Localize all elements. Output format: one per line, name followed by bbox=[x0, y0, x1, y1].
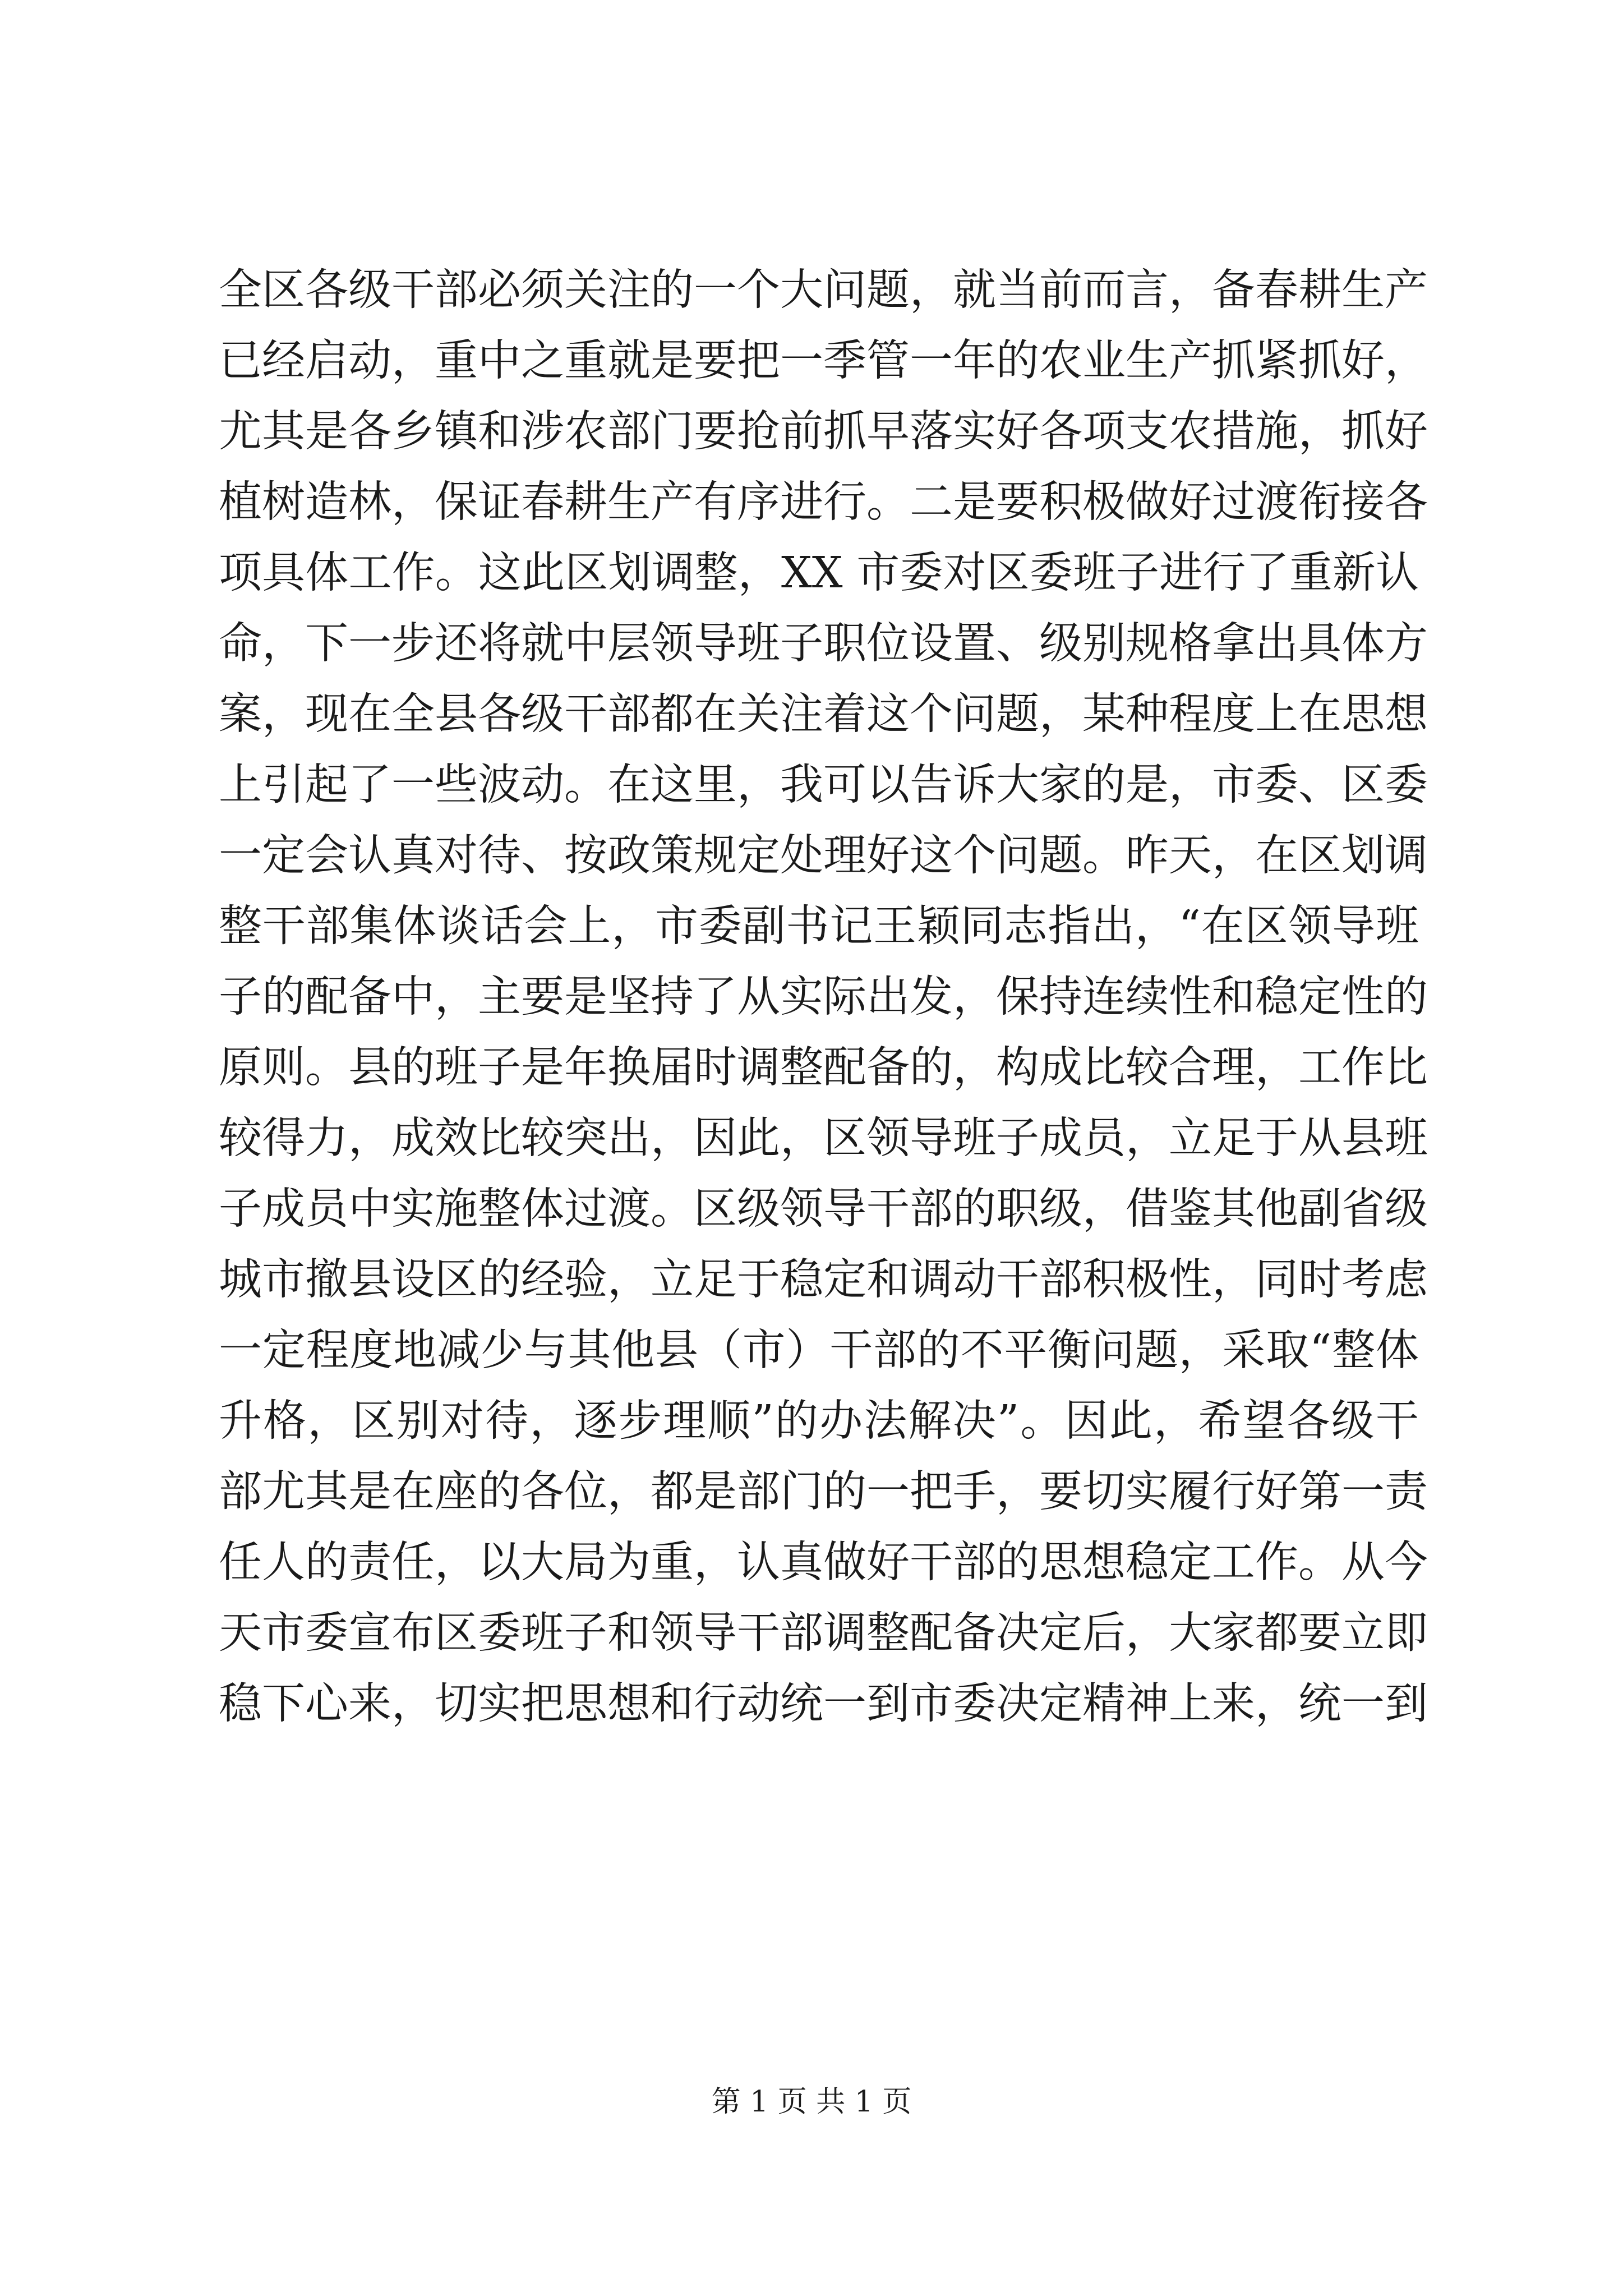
text-line: 尤其是各乡镇和涉农部门要抢前抓早落实好各项支农措施，抓好 bbox=[219, 407, 1428, 457]
text-line: 任人的责任，以大局为重，认真做好干部的思想稳定工作。从今 bbox=[219, 1538, 1428, 1588]
text-line: 稳下心来，切实把思想和行动统一到市委决定精神上来，统一到 bbox=[219, 1679, 1428, 1729]
text-line: 命，下一步还将就中层领导班子职位设置、级别规格拿出具体方 bbox=[219, 619, 1428, 669]
page-number: 第 1 页 共 1 页 bbox=[711, 2085, 912, 2119]
text-line: 全区各级干部必须关注的一个大问题，就当前而言，备春耕生产 bbox=[219, 265, 1428, 315]
text-line: 部尤其是在座的各位，都是部门的一把手，要切实履行好第一责 bbox=[219, 1467, 1428, 1517]
text-line: 较得力，成效比较突出，因此，区领导班子成员，立足于从县班 bbox=[219, 1114, 1428, 1163]
text-line: 项具体工作。这此区划调整，XX 市委对区委班子进行了重新认 bbox=[219, 548, 1419, 598]
text-line: 升格，区别对待，逐步理顺”的办法解决”。因此，希望各级干 bbox=[219, 1396, 1419, 1446]
text-line: 植树造林，保证春耕生产有序进行。二是要积极做好过渡衔接各 bbox=[219, 477, 1428, 527]
text-line: 案，现在全县各级干部都在关注着这个问题，某种程度上在思想 bbox=[219, 689, 1428, 739]
text-line: 上引起了一些波动。在这里，我可以告诉大家的是，市委、区委 bbox=[219, 760, 1428, 810]
text-line: 子成员中实施整体过渡。区级领导干部的职级，借鉴其他副省级 bbox=[219, 1184, 1428, 1234]
text-line: 城市撤县设区的经验，立足于稳定和调动干部积极性，同时考虑 bbox=[219, 1255, 1428, 1305]
text-line: 已经启动，重中之重就是要把一季管一年的农业生产抓紧抓好， bbox=[219, 336, 1428, 386]
text-line: 整干部集体谈话会上，市委副书记王颖同志指出，“在区领导班 bbox=[219, 901, 1419, 951]
body-text bbox=[219, 255, 1428, 1740]
text-line: 一定会认真对待、按政策规定处理好这个问题。昨天，在区划调 bbox=[219, 831, 1428, 881]
text-line: 子的配备中，主要是坚持了从实际出发，保持连续性和稳定性的 bbox=[219, 972, 1428, 1022]
text-line: 原则。县的班子是年换届时调整配备的，构成比较合理，工作比 bbox=[219, 1043, 1428, 1093]
text-line: 一定程度地减少与其他县（市）干部的不平衡问题，采取“整体 bbox=[219, 1326, 1419, 1375]
text-line: 天市委宣布区委班子和领导干部调整配备决定后，大家都要立即 bbox=[219, 1608, 1428, 1658]
page-footer bbox=[0, 2082, 1623, 2122]
